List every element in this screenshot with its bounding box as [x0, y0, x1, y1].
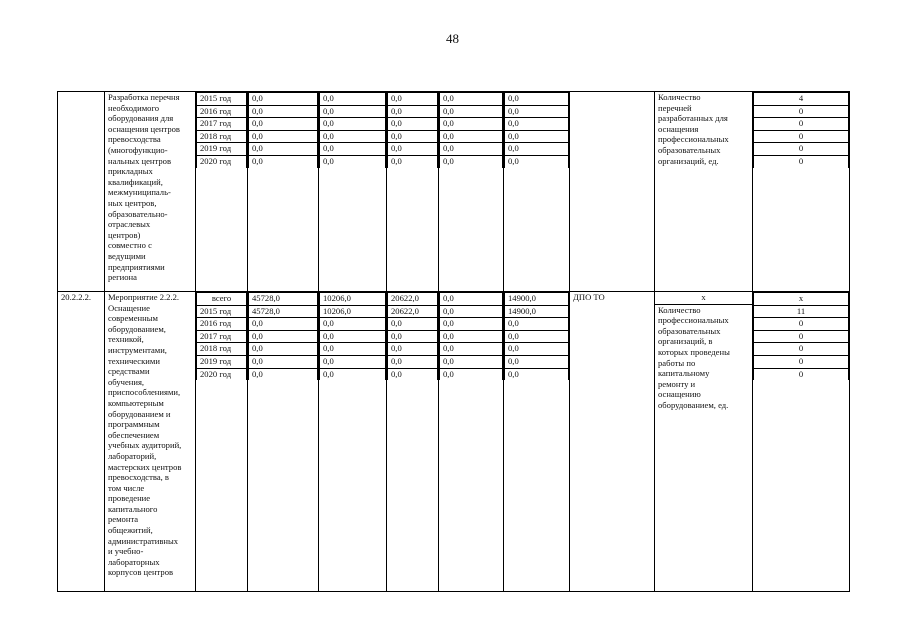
table-row-1 — [58, 92, 850, 292]
row2-ext: 14900,0 14900,0 0,0 0,0 0,0 0,0 0,0 — [504, 292, 570, 592]
row2-executor: ДПО ТО — [570, 292, 655, 592]
row2-indicator-values: х 11 0 0 0 0 0 — [753, 292, 850, 592]
row1-mun: 0,0 0,0 0,0 0,0 0,0 0,0 — [439, 92, 504, 292]
row2-total: 45728,0 45728,0 0,0 0,0 0,0 0,0 0,0 — [248, 292, 319, 592]
table-row-2 — [58, 292, 850, 592]
row1-total: 0,0 0,0 0,0 0,0 0,0 0,0 — [248, 92, 319, 292]
row1-fed: 0,0 0,0 0,0 0,0 0,0 0,0 — [319, 92, 387, 292]
row2-description: Мероприятие 2.2.2. Оснащение современным оборудованием, техникой, инструментами, техническими средствами обучения, приспособлениями, компьютерным оборудованием и программным обеспечением учебных аудиторий, лабораторий, мастерских центров превосходства, в том числе проведение капитального ремонта общежитий, административных и учебно- лабораторных корпусов центров — [105, 292, 196, 592]
row1-code — [58, 92, 105, 292]
row2-code: 20.2.2.2. — [58, 292, 105, 592]
row2-mun: 0,0 0,0 0,0 0,0 0,0 0,0 0,0 — [439, 292, 504, 592]
row1-ext: 0,0 0,0 0,0 0,0 0,0 0,0 — [504, 92, 570, 292]
row2-indicator: х Количество профессиональных образовательных организаций, в которых проведены работы по капитальному ремонту и оснащению оборудованием, ед. — [655, 292, 753, 592]
row1-indicator-values: 4 0 0 0 0 0 — [753, 92, 850, 292]
row1-reg: 0,0 0,0 0,0 0,0 0,0 0,0 — [387, 92, 439, 292]
row2-fed: 10206,0 10206,0 0,0 0,0 0,0 0,0 0,0 — [319, 292, 387, 592]
page-number: 48 — [446, 31, 459, 46]
row1-executor — [570, 92, 655, 292]
row1-description: Разработка перечня необходимого оборудования для оснащения центров превосходства (многофункцио- нальных центров прикладных квалификаций, межмуниципаль- ных центров, образовательно- отраслевых центров) совместно с ведущими предприятиями региона — [105, 92, 196, 292]
program-table — [57, 91, 850, 592]
row2-reg: 20622,0 20622,0 0,0 0,0 0,0 0,0 0,0 — [387, 292, 439, 592]
row2-years: всего 2015 год 2016 год 2017 год 2018 год 2019 год 2020 год — [196, 292, 248, 592]
row1-years: 2015 год 2016 год 2017 год 2018 год 2019 год 2020 год — [196, 92, 248, 292]
row1-indicator: Количество перечней разработанных для оснащения профессиональных образовательных организаций, ед. — [655, 92, 753, 292]
